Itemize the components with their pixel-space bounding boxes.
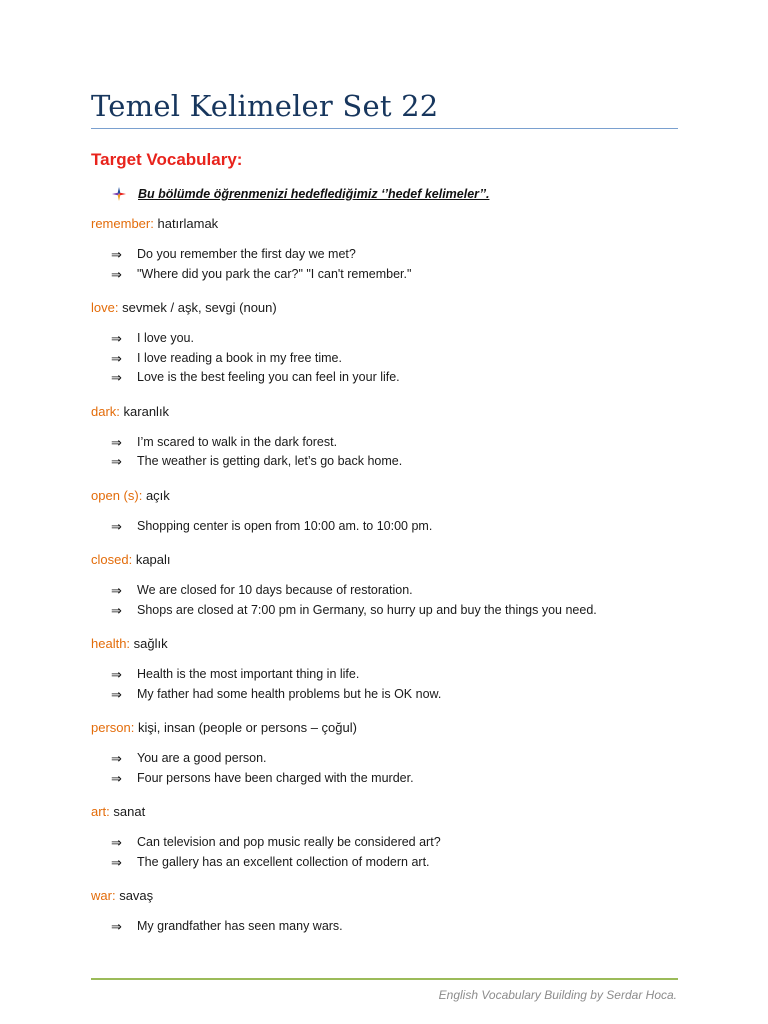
term-line <box>91 485 691 507</box>
arrow-icon: ⇒ <box>111 835 122 850</box>
example-sentence <box>91 853 691 873</box>
arrow-icon: ⇒ <box>111 350 122 366</box>
example-list <box>91 329 691 388</box>
arrow-icon: ⇒ <box>111 434 122 450</box>
title-divider <box>91 128 678 129</box>
vocab-entry <box>91 717 691 788</box>
page-title: Temel Kelimeler Set 22 <box>91 89 439 123</box>
example-text: "Where did you park the car?" "I can't remember." <box>137 266 412 281</box>
example-sentence <box>91 581 691 601</box>
example-list <box>91 245 691 284</box>
example-text: Love is the best feeling you can feel in your life. <box>137 370 400 384</box>
example-text: I love reading a book in my free time. <box>137 350 342 365</box>
vocab-entry <box>91 485 691 537</box>
example-sentence <box>91 917 691 937</box>
example-list <box>91 833 691 872</box>
example-text: I’m scared to walk in the dark forest. <box>137 434 338 449</box>
example-text: Four persons have been charged with the murder. <box>137 770 414 785</box>
vocab-term: love: <box>91 300 119 315</box>
vocab-term: art: <box>91 804 110 819</box>
example-list <box>91 917 691 937</box>
term-line <box>91 401 691 423</box>
example-text: The gallery has an excellent collection of modern art. <box>137 854 430 869</box>
example-sentence <box>91 368 691 388</box>
vocab-meaning: kişi, insan (people or persons – çoğul) <box>138 720 357 735</box>
vocab-entry <box>91 213 691 284</box>
example-text: Shopping center is open from 10:00 am. to 10:00 pm. <box>137 518 433 533</box>
footer-text: English Vocabulary Building by Serdar Hoca. <box>438 988 677 1002</box>
arrow-icon: ⇒ <box>111 667 122 682</box>
example-text: My father had some health problems but he is OK now. <box>137 686 442 701</box>
arrow-icon: ⇒ <box>111 751 122 766</box>
term-line <box>91 633 691 655</box>
term-line <box>91 549 691 571</box>
vocab-meaning: sevmek / aşk, sevgi (noun) <box>122 300 277 315</box>
example-text: Health is the most important thing in life. <box>137 667 360 681</box>
vocab-entry <box>91 885 691 937</box>
example-sentence <box>91 749 691 769</box>
arrow-icon: ⇒ <box>111 266 122 282</box>
vocab-term: person: <box>91 720 135 735</box>
example-text: You are a good person. <box>137 751 267 765</box>
arrow-icon: ⇒ <box>111 518 122 534</box>
vocab-term: health: <box>91 636 131 651</box>
vocab-meaning: açık <box>145 487 170 503</box>
intro-line <box>112 185 489 203</box>
arrow-icon: ⇒ <box>111 370 122 385</box>
four-point-star-icon <box>112 187 126 201</box>
term-line <box>91 801 691 823</box>
vocab-meaning: karanlık <box>123 403 170 419</box>
vocab-entry <box>91 633 691 704</box>
arrow-icon: ⇒ <box>111 919 122 934</box>
example-text: My grandfather has seen many wars. <box>137 919 343 933</box>
arrow-icon: ⇒ <box>111 454 122 469</box>
vocab-term: open (s): <box>91 487 143 503</box>
intro-text: Bu bölümde öğrenmenizi hedeflediğimiz ‘’hedef kelimeler’’. <box>138 187 490 201</box>
vocab-meaning: savaş <box>119 888 154 903</box>
term-line <box>91 297 691 319</box>
example-text: Can television and pop music really be considered art? <box>137 835 441 849</box>
example-sentence <box>91 665 691 685</box>
arrow-icon: ⇒ <box>111 583 122 598</box>
vocabulary-list <box>91 213 691 937</box>
example-text: Do you remember the first day we met? <box>137 247 356 261</box>
vocab-entry <box>91 549 691 620</box>
example-text: I love you. <box>137 331 194 345</box>
example-text: Shops are closed at 7:00 pm in Germany, so hurry up and buy the things you need. <box>137 602 597 617</box>
example-sentence <box>91 265 691 285</box>
footer-divider <box>91 978 678 980</box>
term-line <box>91 717 691 739</box>
example-sentence <box>91 601 691 621</box>
vocab-entry <box>91 801 691 872</box>
example-text: We are closed for 10 days because of restoration. <box>137 583 413 597</box>
example-sentence <box>91 517 691 537</box>
example-list <box>91 665 691 704</box>
example-sentence <box>91 685 691 705</box>
example-sentence <box>91 349 691 369</box>
vocab-entry <box>91 401 691 472</box>
vocab-meaning: hatırlamak <box>157 216 219 231</box>
example-sentence <box>91 329 691 349</box>
arrow-icon: ⇒ <box>111 331 122 346</box>
example-list <box>91 581 691 620</box>
example-sentence <box>91 833 691 853</box>
term-line <box>91 213 691 235</box>
example-list <box>91 433 691 472</box>
example-sentence <box>91 452 691 472</box>
arrow-icon: ⇒ <box>111 770 122 786</box>
vocab-term: closed: <box>91 552 133 567</box>
example-sentence <box>91 769 691 789</box>
vocab-term: dark: <box>91 403 120 419</box>
arrow-icon: ⇒ <box>111 602 122 618</box>
arrow-icon: ⇒ <box>111 854 122 870</box>
vocab-meaning: sağlık <box>133 636 168 651</box>
arrow-icon: ⇒ <box>111 247 122 262</box>
example-list <box>91 749 691 788</box>
example-sentence <box>91 245 691 265</box>
example-sentence <box>91 433 691 453</box>
vocab-meaning: kapalı <box>135 552 171 567</box>
arrow-icon: ⇒ <box>111 686 122 702</box>
example-text: The weather is getting dark, let’s go back home. <box>137 454 403 468</box>
vocab-term: remember: <box>91 216 154 231</box>
vocab-entry <box>91 297 691 388</box>
example-list <box>91 517 691 537</box>
term-line <box>91 885 691 907</box>
section-heading: Target Vocabulary: <box>91 150 243 169</box>
vocab-term: war: <box>91 888 116 903</box>
vocab-meaning: sanat <box>113 804 146 819</box>
